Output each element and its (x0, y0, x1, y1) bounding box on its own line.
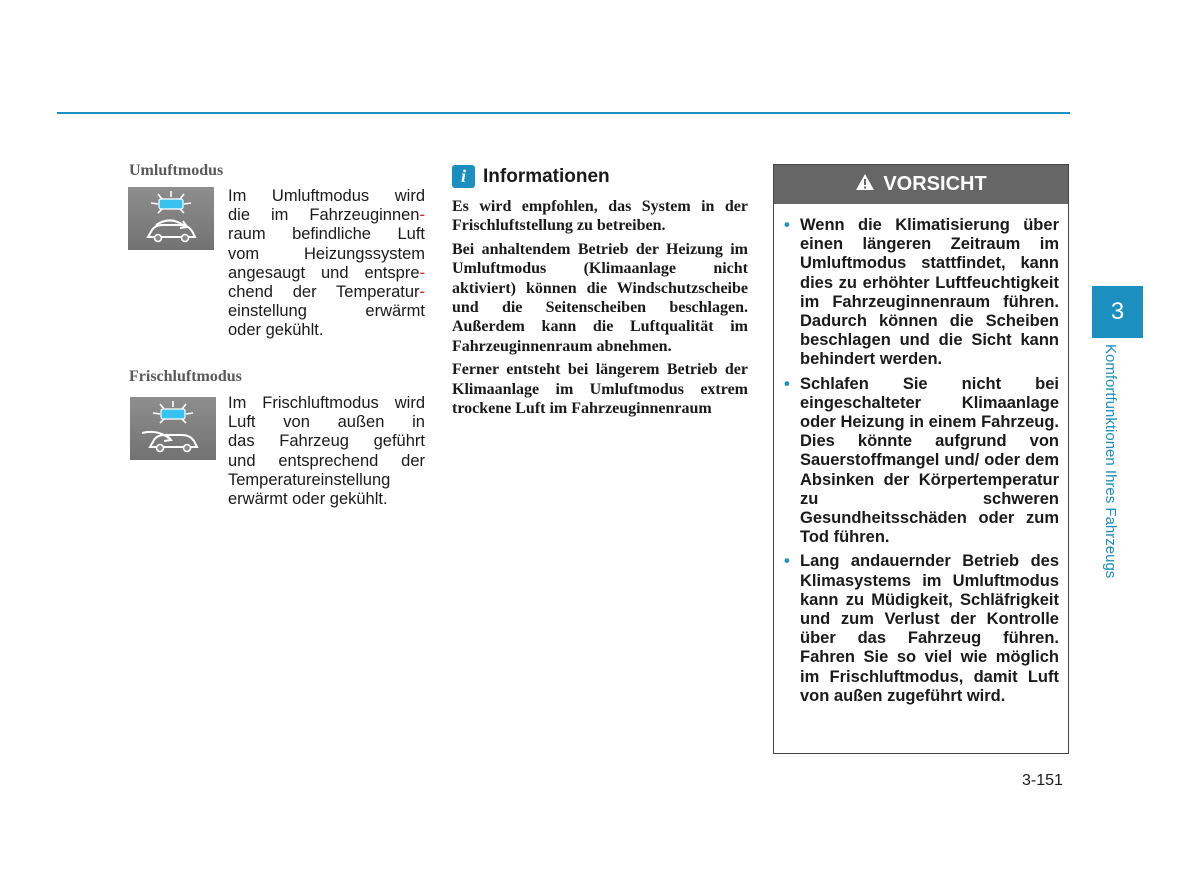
info-icon: i (452, 165, 475, 188)
information-heading (452, 165, 610, 188)
caution-item-text: Wenn die Klimatisierung über einen längeren Zeitraum im Umluftmodus stattfindet, kann dies zu erhöhter Luftfeuchtigkeit im Fahrzeuginnenraum führen. Dadurch können die Scheiben beschlagen und die Sicht kann behindert werden. (800, 216, 1059, 369)
bullet-icon: • (784, 216, 790, 234)
recirculation-mode-icon (128, 187, 214, 250)
description-line: Im Umluftmodus wird (228, 187, 425, 205)
description-line: erwärmt oder gekühlt. (228, 490, 388, 509)
warning-triangle-icon (855, 173, 875, 197)
caution-header (774, 165, 1068, 204)
bullet-icon: • (784, 374, 790, 393)
description-line: Temperatureinstellung (228, 470, 391, 489)
description-line: angesaugt und entspre- (228, 263, 425, 282)
description-line: und entsprechend der (228, 451, 425, 470)
description-line: Luft von außen in (228, 413, 425, 432)
fresh-air-description (228, 394, 425, 509)
page-number: 3-151 (1022, 772, 1063, 789)
caution-title: VORSICHT (883, 173, 987, 195)
recirculation-title: Umluftmodus (129, 162, 224, 179)
caution-item (782, 216, 1059, 370)
information-title: Informationen (483, 165, 610, 187)
description-line: oder gekühlt. (228, 321, 324, 340)
information-body (452, 197, 748, 422)
description-line: einstellung erwärmt (228, 302, 425, 321)
top-rule (57, 112, 1070, 114)
caution-item (782, 552, 1059, 706)
description-line: vom Heizungssystem (228, 244, 425, 263)
fresh-air-title: Frischluftmodus (129, 368, 242, 385)
bullet-icon: • (784, 552, 790, 571)
hyphen-mark: - (419, 206, 425, 225)
caution-list (774, 204, 1068, 706)
hyphen-mark: - (419, 283, 425, 302)
caution-item-text: Lang andauernder Betrieb des Klimasystems im Umluftmodus kann zu Müdigkeit, Schläfrigkeit und zum Verlust der Kontrolle über das Fahrzeug führen. Fahren Sie so viel wie möglich im Frischluftmodus, damit Luft von außen zugeführt wird. (800, 552, 1059, 705)
recirculation-description (228, 187, 425, 341)
caution-item (782, 375, 1059, 548)
description-line: chend der Temperatur- (228, 283, 425, 302)
caution-item-text: Schlafen Sie nicht bei eingeschalteter Klimaanlage oder Heizung in einem Fahrzeug. Dies könnte aufgrund von Sauerstoffmangel und/ oder dem Absinken der Körpertemperatur zu schweren Gesundheitsschäden oder zum Tod führen. (800, 374, 1059, 547)
information-paragraph: Bei anhaltendem Betrieb der Heizung im Umluftmodus (Klimaanlage nicht aktiviert) können die Windschutzscheibe und die Seitenscheiben beschlagen. Außerdem kann die Luftqualität im Fahrzeuginnenraum abnehmen. (452, 240, 748, 355)
hyphen-mark: - (419, 263, 425, 282)
description-line: Im Frischluftmodus wird (228, 394, 425, 412)
fresh-air-mode-icon (130, 397, 216, 460)
description-line: raum befindliche Luft (228, 225, 425, 244)
chapter-title: Komfortfunktionen Ihres Fahrzeugs (1102, 344, 1119, 579)
description-line: das Fahrzeug geführt (228, 432, 425, 451)
description-line: die im Fahrzeuginnen- (228, 206, 425, 225)
caution-box (773, 164, 1069, 754)
information-paragraph: Ferner entsteht bei längerem Betrieb der Klimaanlage im Umluftmodus extrem trockene Luft im Fahrzeuginnenraum (452, 361, 748, 418)
information-paragraph: Es wird empfohlen, das System in der Frischluftstellung zu betreiben. (452, 198, 748, 235)
chapter-number-tab: 3 (1092, 286, 1143, 338)
